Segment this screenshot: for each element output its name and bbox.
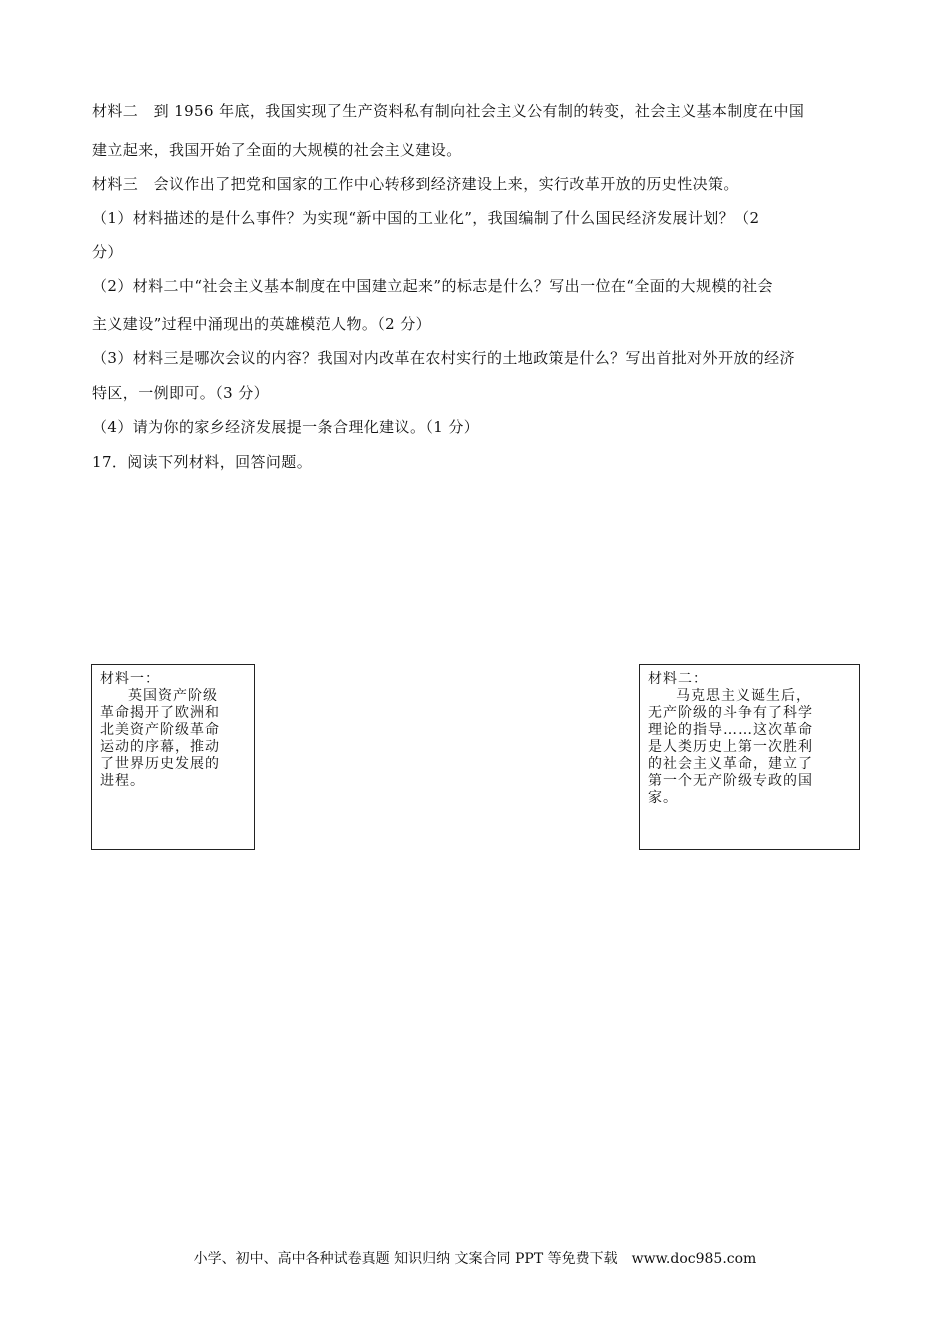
- question-2-line-2: 主义建设”过程中涌现出的英雄模范人物。（2 分）: [92, 315, 432, 333]
- material-two-box: [639, 664, 860, 850]
- material-two-box-line: 是人类历史上第一次胜利: [648, 739, 813, 755]
- material-two-box-line: 家。: [648, 790, 678, 806]
- question-1-line-1: （1）材料描述的是什么事件？为实现“新中国的工业化”，我国编制了什么国民经济发展计划？（2: [92, 209, 760, 227]
- material-two-box-line: 第一个无产阶级专政的国: [648, 773, 813, 789]
- material-one-title: 材料一：: [100, 671, 160, 687]
- material-two-title: 材料二：: [648, 671, 708, 687]
- question-2-line-1: （2）材料二中“社会主义基本制度在中国建立起来”的标志是什么？写出一位在“全面的大规模的社会: [92, 277, 773, 295]
- footer-advert: 小学、初中、高中各种试卷真题 知识归纳 文案合同 PPT 等免费下载 www.doc985.com: [193, 1251, 757, 1267]
- material-one-line: 英国资产阶级: [128, 688, 218, 704]
- question-4-line: （4）请为你的家乡经济发展提一条合理化建议。（1 分）: [92, 418, 480, 436]
- material-one-line: 北美资产阶级革命: [100, 722, 220, 738]
- question-17-heading: 17．阅读下列材料，回答问题。: [92, 453, 313, 471]
- material-one-box: [91, 664, 255, 850]
- material-three-line: 材料三 会议作出了把党和国家的工作中心转移到经济建设上来，实行改革开放的历史性决策。: [92, 175, 739, 193]
- material-one-line: 进程。: [100, 773, 145, 789]
- material-one-line: 运动的序幕，推动: [100, 739, 220, 755]
- material-two-line-1: 材料二 到 1956 年底，我国实现了生产资料私有制向社会主义公有制的转变，社会主义基本制度在中国: [92, 102, 805, 120]
- material-two-box-line: 理论的指导……这次革命: [648, 722, 813, 738]
- material-one-line: 革命揭开了欧洲和: [100, 705, 220, 721]
- material-two-box-line: 无产阶级的斗争有了科学: [648, 705, 813, 721]
- material-two-box-line: 马克思主义诞生后，: [676, 688, 811, 704]
- material-two-box-line: 的社会主义革命，建立了: [648, 756, 813, 772]
- question-3-line-2: 特区，一例即可。（3 分）: [92, 384, 270, 402]
- question-1-line-2: 分）: [92, 243, 123, 261]
- material-one-line: 了世界历史发展的: [100, 756, 220, 772]
- question-3-line-1: （3）材料三是哪次会议的内容？我国对内改革在农村实行的土地政策是什么？写出首批对外开放的经济: [92, 349, 795, 367]
- material-two-line-2: 建立起来，我国开始了全面的大规模的社会主义建设。: [92, 141, 462, 159]
